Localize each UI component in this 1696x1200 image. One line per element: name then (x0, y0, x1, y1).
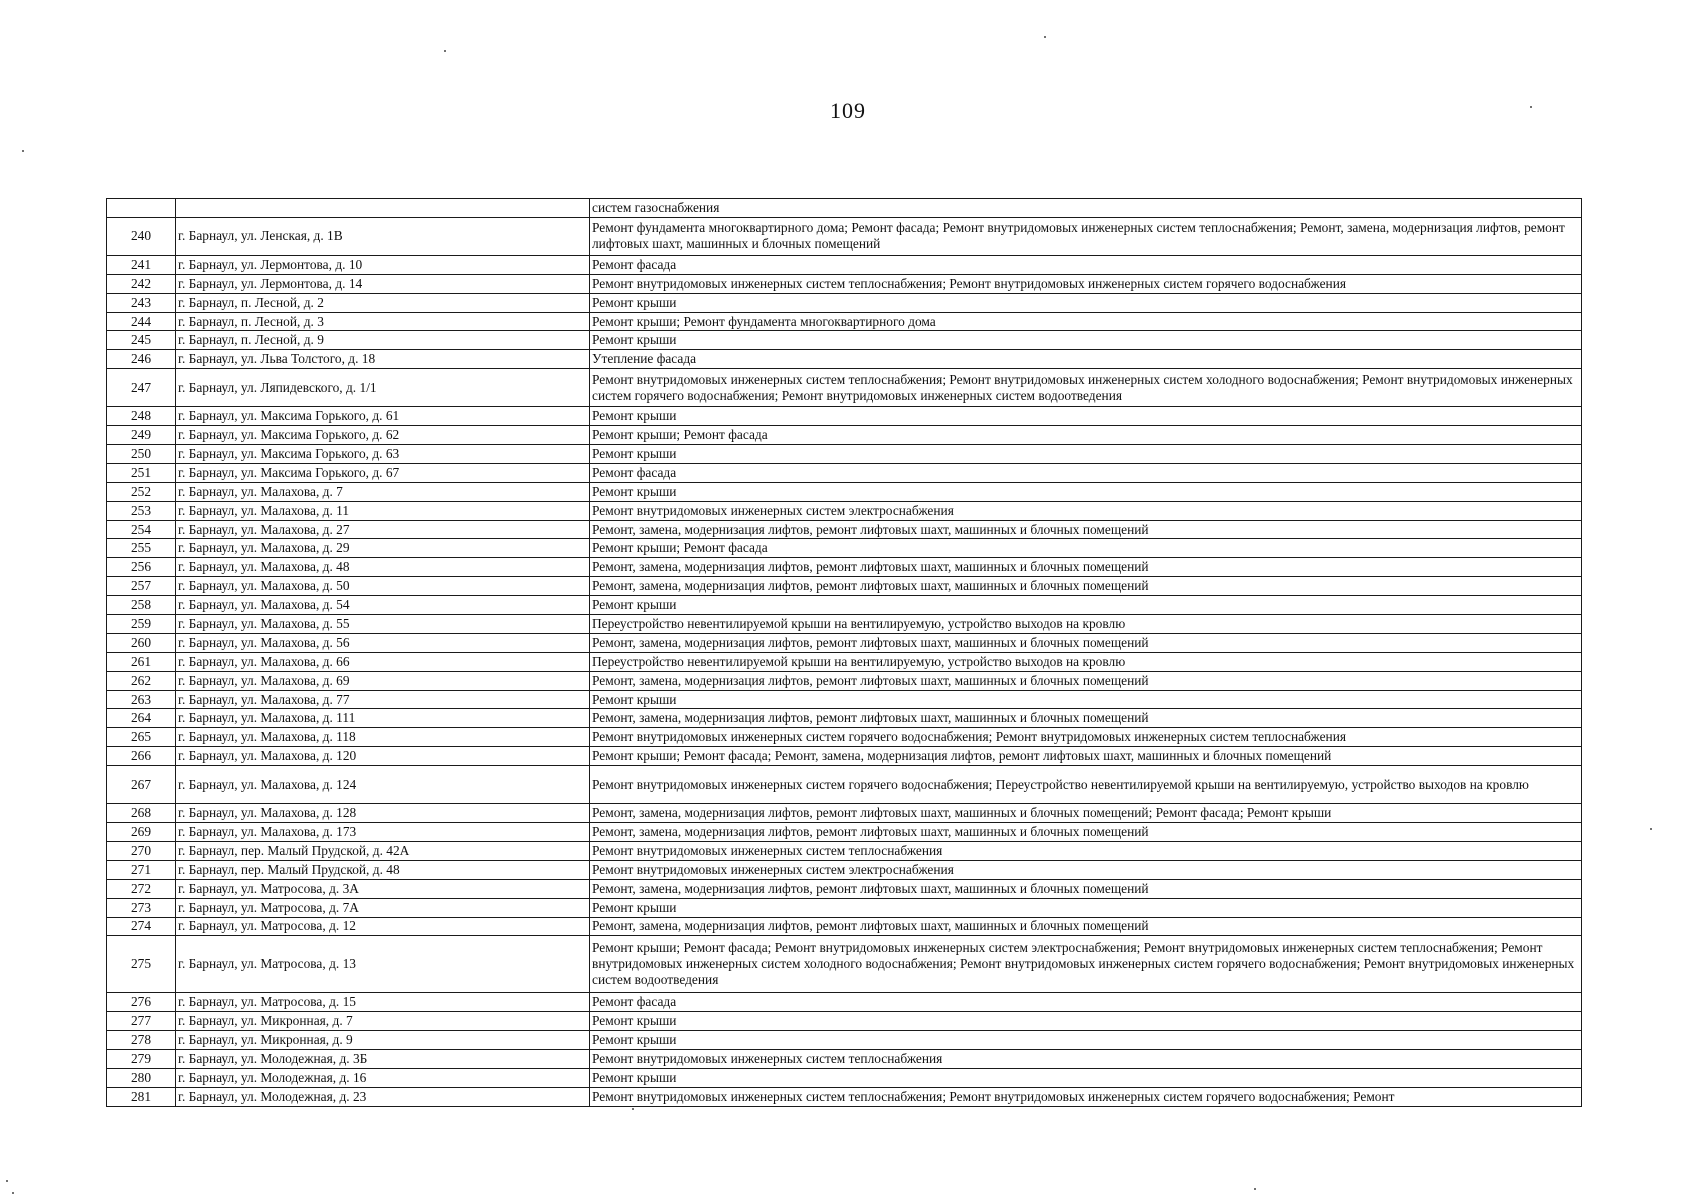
repair-works-cell: Ремонт фасада (590, 463, 1582, 482)
address-cell: г. Барнаул, ул. Малахова, д. 66 (176, 652, 590, 671)
address-cell: г. Барнаул, ул. Матросова, д. 15 (176, 993, 590, 1012)
repair-works-cell: Ремонт внутридомовых инженерных систем электроснабжения (590, 501, 1582, 520)
table-row (107, 217, 1582, 255)
address-cell: г. Барнаул, ул. Малахова, д. 111 (176, 709, 590, 728)
table-row (107, 501, 1582, 520)
repair-works-cell: Ремонт, замена, модернизация лифтов, ремонт лифтовых шахт, машинных и блочных помещений (590, 558, 1582, 577)
repair-works-cell: Ремонт фасада (590, 255, 1582, 274)
table-row (107, 804, 1582, 823)
table-row (107, 539, 1582, 558)
table-row (107, 426, 1582, 445)
row-number-cell: 264 (107, 709, 176, 728)
row-number-cell: 247 (107, 369, 176, 407)
repair-works-cell: Ремонт крыши; Ремонт фундамента многоквартирного дома (590, 312, 1582, 331)
address-cell: г. Барнаул, пер. Малый Прудской, д. 42А (176, 841, 590, 860)
row-number-cell: 267 (107, 766, 176, 804)
scan-speck (6, 1180, 8, 1182)
table-row (107, 1031, 1582, 1050)
repair-works-cell: Ремонт крыши (590, 1012, 1582, 1031)
address-cell: г. Барнаул, ул. Максима Горького, д. 67 (176, 463, 590, 482)
repair-works-cell: Ремонт крыши (590, 898, 1582, 917)
repair-works-cell: Утепление фасада (590, 350, 1582, 369)
repair-works-cell: Ремонт, замена, модернизация лифтов, ремонт лифтовых шахт, машинных и блочных помещений (590, 823, 1582, 842)
repair-works-cell: Ремонт, замена, модернизация лифтов, ремонт лифтовых шахт, машинных и блочных помещений (590, 520, 1582, 539)
table-row (107, 766, 1582, 804)
table-row (107, 690, 1582, 709)
row-number-cell: 250 (107, 445, 176, 464)
table-row (107, 671, 1582, 690)
address-cell: г. Барнаул, ул. Малахова, д. 124 (176, 766, 590, 804)
row-number-cell: 246 (107, 350, 176, 369)
table-row (107, 993, 1582, 1012)
address-cell: г. Барнаул, п. Лесной, д. 2 (176, 293, 590, 312)
address-cell: г. Барнаул, ул. Матросова, д. 7А (176, 898, 590, 917)
row-number-cell: 280 (107, 1068, 176, 1087)
repair-works-cell: Ремонт внутридомовых инженерных систем теплоснабжения (590, 841, 1582, 860)
scan-speck (1044, 36, 1046, 38)
row-number-cell: 244 (107, 312, 176, 331)
table-row (107, 350, 1582, 369)
address-cell: г. Барнаул, ул. Молодежная, д. 23 (176, 1087, 590, 1106)
address-cell: г. Барнаул, ул. Ляпидевского, д. 1/1 (176, 369, 590, 407)
table-row (107, 1068, 1582, 1087)
address-cell: г. Барнаул, ул. Малахова, д. 7 (176, 482, 590, 501)
repair-works-cell: Ремонт крыши (590, 482, 1582, 501)
repair-works-cell: Ремонт, замена, модернизация лифтов, ремонт лифтовых шахт, машинных и блочных помещений (590, 633, 1582, 652)
repair-works-cell: Ремонт крыши (590, 690, 1582, 709)
address-cell: г. Барнаул, ул. Малахова, д. 48 (176, 558, 590, 577)
address-cell: г. Барнаул, ул. Малахова, д. 77 (176, 690, 590, 709)
address-cell: г. Барнаул, п. Лесной, д. 9 (176, 331, 590, 350)
row-number-cell: 277 (107, 1012, 176, 1031)
repair-works-cell: Ремонт внутридомовых инженерных систем теплоснабжения; Ремонт внутридомовых инженерных систем холодного водоснабжения; Ремонт внутридомовых инженерных систем горячего водоснабжения; Ремонт внутридомовых инженерных систем водоотведения (590, 369, 1582, 407)
row-number-cell: 240 (107, 217, 176, 255)
repair-works-cell: Ремонт крыши (590, 596, 1582, 615)
row-number-cell: 255 (107, 539, 176, 558)
repair-works-cell: Ремонт крыши (590, 1031, 1582, 1050)
address-cell: г. Барнаул, ул. Малахова, д. 50 (176, 577, 590, 596)
address-cell: г. Барнаул, ул. Молодежная, д. 3Б (176, 1050, 590, 1069)
address-cell: г. Барнаул, ул. Максима Горького, д. 62 (176, 426, 590, 445)
row-number-cell: 254 (107, 520, 176, 539)
table-row (107, 1012, 1582, 1031)
row-number-cell: 273 (107, 898, 176, 917)
table-row (107, 917, 1582, 936)
row-number-cell: 256 (107, 558, 176, 577)
table-row (107, 1087, 1582, 1106)
scan-speck (1254, 1188, 1256, 1190)
address-cell: г. Барнаул, ул. Матросова, д. 12 (176, 917, 590, 936)
address-cell: г. Барнаул, ул. Микронная, д. 7 (176, 1012, 590, 1031)
address-cell: г. Барнаул, ул. Максима Горького, д. 63 (176, 445, 590, 464)
row-number-cell: 241 (107, 255, 176, 274)
repair-works-cell: Ремонт внутридомовых инженерных систем электроснабжения (590, 860, 1582, 879)
table-row (107, 369, 1582, 407)
table-row (107, 841, 1582, 860)
scan-speck (12, 1192, 14, 1194)
repair-works-cell: Ремонт внутридомовых инженерных систем теплоснабжения (590, 1050, 1582, 1069)
address-cell (176, 199, 590, 218)
row-number-cell: 252 (107, 482, 176, 501)
repair-works-cell: Ремонт крыши; Ремонт фасада (590, 539, 1582, 558)
table-row (107, 728, 1582, 747)
row-number-cell: 275 (107, 936, 176, 993)
row-number-cell: 279 (107, 1050, 176, 1069)
table-row (107, 445, 1582, 464)
address-cell: г. Барнаул, ул. Малахова, д. 54 (176, 596, 590, 615)
repair-works-cell: Ремонт внутридомовых инженерных систем теплоснабжения; Ремонт внутридомовых инженерных систем горячего водоснабжения (590, 274, 1582, 293)
row-number-cell: 276 (107, 993, 176, 1012)
address-cell: г. Барнаул, ул. Малахова, д. 69 (176, 671, 590, 690)
row-number-cell: 251 (107, 463, 176, 482)
table-row (107, 558, 1582, 577)
table-row (107, 482, 1582, 501)
repair-works-cell: Ремонт внутридомовых инженерных систем горячего водоснабжения; Ремонт внутридомовых инженерных систем теплоснабжения (590, 728, 1582, 747)
scan-speck (632, 1108, 634, 1110)
page-number: 109 (830, 98, 866, 123)
table-row (107, 407, 1582, 426)
row-number-cell: 271 (107, 860, 176, 879)
row-number-cell: 248 (107, 407, 176, 426)
address-cell: г. Барнаул, ул. Малахова, д. 55 (176, 615, 590, 634)
row-number-cell: 245 (107, 331, 176, 350)
row-number-cell: 253 (107, 501, 176, 520)
address-cell: г. Барнаул, ул. Малахова, д. 11 (176, 501, 590, 520)
repair-works-cell: Ремонт, замена, модернизация лифтов, ремонт лифтовых шахт, машинных и блочных помещений; Ремонт фасада; Ремонт крыши (590, 804, 1582, 823)
table-row (107, 898, 1582, 917)
scan-speck (1530, 106, 1532, 108)
repair-works-cell: Ремонт фундамента многоквартирного дома; Ремонт фасада; Ремонт внутридомовых инженерных систем теплоснабжения; Ремонт, замена, модернизация лифтов, ремонт лифтовых шахт, машинных и блочных помещений (590, 217, 1582, 255)
repair-works-cell: систем газоснабжения (590, 199, 1582, 218)
row-number-cell: 258 (107, 596, 176, 615)
row-number-cell: 270 (107, 841, 176, 860)
table-row (107, 596, 1582, 615)
table-row (107, 255, 1582, 274)
table-row (107, 747, 1582, 766)
address-cell: г. Барнаул, ул. Молодежная, д. 16 (176, 1068, 590, 1087)
address-cell: г. Барнаул, ул. Малахова, д. 128 (176, 804, 590, 823)
repair-works-cell: Ремонт фасада (590, 993, 1582, 1012)
row-number-cell: 269 (107, 823, 176, 842)
row-number-cell: 259 (107, 615, 176, 634)
repair-works-cell: Ремонт, замена, модернизация лифтов, ремонт лифтовых шахт, машинных и блочных помещений (590, 917, 1582, 936)
table-body (107, 199, 1582, 1107)
address-cell: г. Барнаул, ул. Микронная, д. 9 (176, 1031, 590, 1050)
repair-works-cell: Ремонт крыши; Ремонт фасада; Ремонт внутридомовых инженерных систем электроснабжения; Ремонт внутридомовых инженерных систем теплоснабжения; Ремонт внутридомовых инженерных систем холодного водоснабжения; Ремонт внутридомовых инженерных систем горячего водоснабжения; Ремонт внутридомовых инженерных систем водоотведения (590, 936, 1582, 993)
table-row (107, 652, 1582, 671)
scan-speck (1650, 828, 1652, 830)
table-row (107, 936, 1582, 993)
table-row (107, 879, 1582, 898)
address-cell: г. Барнаул, пер. Малый Прудской, д. 48 (176, 860, 590, 879)
table-row (107, 577, 1582, 596)
address-cell: г. Барнаул, ул. Ленская, д. 1В (176, 217, 590, 255)
repair-works-cell: Ремонт крыши (590, 331, 1582, 350)
table-row (107, 331, 1582, 350)
table-row (107, 520, 1582, 539)
repair-works-cell: Ремонт, замена, модернизация лифтов, ремонт лифтовых шахт, машинных и блочных помещений (590, 671, 1582, 690)
row-number-cell: 242 (107, 274, 176, 293)
table-row (107, 709, 1582, 728)
scan-speck (22, 150, 24, 152)
address-cell: г. Барнаул, ул. Матросова, д. 3А (176, 879, 590, 898)
row-number-cell (107, 199, 176, 218)
repair-works-cell: Ремонт крыши (590, 407, 1582, 426)
row-number-cell: 265 (107, 728, 176, 747)
repair-works-cell: Ремонт внутридомовых инженерных систем теплоснабжения; Ремонт внутридомовых инженерных систем горячего водоснабжения; Ремонт (590, 1087, 1582, 1106)
repair-works-cell: Ремонт, замена, модернизация лифтов, ремонт лифтовых шахт, машинных и блочных помещений (590, 709, 1582, 728)
row-number-cell: 278 (107, 1031, 176, 1050)
repair-works-cell: Ремонт крыши (590, 1068, 1582, 1087)
table-row (107, 633, 1582, 652)
row-number-cell: 249 (107, 426, 176, 445)
repair-works-cell: Ремонт, замена, модернизация лифтов, ремонт лифтовых шахт, машинных и блочных помещений (590, 577, 1582, 596)
repair-works-cell: Ремонт крыши (590, 293, 1582, 312)
row-number-cell: 272 (107, 879, 176, 898)
row-number-cell: 274 (107, 917, 176, 936)
address-cell: г. Барнаул, ул. Матросова, д. 13 (176, 936, 590, 993)
address-cell: г. Барнаул, ул. Малахова, д. 56 (176, 633, 590, 652)
address-cell: г. Барнаул, ул. Малахова, д. 27 (176, 520, 590, 539)
scan-speck (444, 50, 446, 52)
repair-works-cell: Переустройство невентилируемой крыши на вентилируемую, устройство выходов на кровлю (590, 615, 1582, 634)
row-number-cell: 266 (107, 747, 176, 766)
table-row (107, 199, 1582, 218)
row-number-cell: 262 (107, 671, 176, 690)
row-number-cell: 261 (107, 652, 176, 671)
repair-works-cell: Переустройство невентилируемой крыши на вентилируемую, устройство выходов на кровлю (590, 652, 1582, 671)
address-cell: г. Барнаул, ул. Льва Толстого, д. 18 (176, 350, 590, 369)
address-cell: г. Барнаул, ул. Малахова, д. 173 (176, 823, 590, 842)
row-number-cell: 263 (107, 690, 176, 709)
address-cell: г. Барнаул, ул. Лермонтова, д. 14 (176, 274, 590, 293)
row-number-cell: 243 (107, 293, 176, 312)
address-cell: г. Барнаул, ул. Малахова, д. 120 (176, 747, 590, 766)
address-cell: г. Барнаул, ул. Лермонтова, д. 10 (176, 255, 590, 274)
table-row (107, 860, 1582, 879)
row-number-cell: 257 (107, 577, 176, 596)
repair-register-table (106, 198, 1582, 1107)
table-row (107, 823, 1582, 842)
row-number-cell: 281 (107, 1087, 176, 1106)
row-number-cell: 268 (107, 804, 176, 823)
repair-works-cell: Ремонт крыши; Ремонт фасада (590, 426, 1582, 445)
table-row (107, 1050, 1582, 1069)
address-cell: г. Барнаул, ул. Максима Горького, д. 61 (176, 407, 590, 426)
table-row (107, 293, 1582, 312)
address-cell: г. Барнаул, ул. Малахова, д. 29 (176, 539, 590, 558)
table-row (107, 312, 1582, 331)
repair-works-cell: Ремонт внутридомовых инженерных систем горячего водоснабжения; Переустройство невентилируемой крыши на вентилируемую, устройство выходов на кровлю (590, 766, 1582, 804)
repair-works-cell: Ремонт крыши; Ремонт фасада; Ремонт, замена, модернизация лифтов, ремонт лифтовых шахт, машинных и блочных помещений (590, 747, 1582, 766)
row-number-cell: 260 (107, 633, 176, 652)
table-row (107, 274, 1582, 293)
address-cell: г. Барнаул, ул. Малахова, д. 118 (176, 728, 590, 747)
repair-works-cell: Ремонт крыши (590, 445, 1582, 464)
table-row (107, 463, 1582, 482)
repair-works-cell: Ремонт, замена, модернизация лифтов, ремонт лифтовых шахт, машинных и блочных помещений (590, 879, 1582, 898)
address-cell: г. Барнаул, п. Лесной, д. 3 (176, 312, 590, 331)
table-row (107, 615, 1582, 634)
